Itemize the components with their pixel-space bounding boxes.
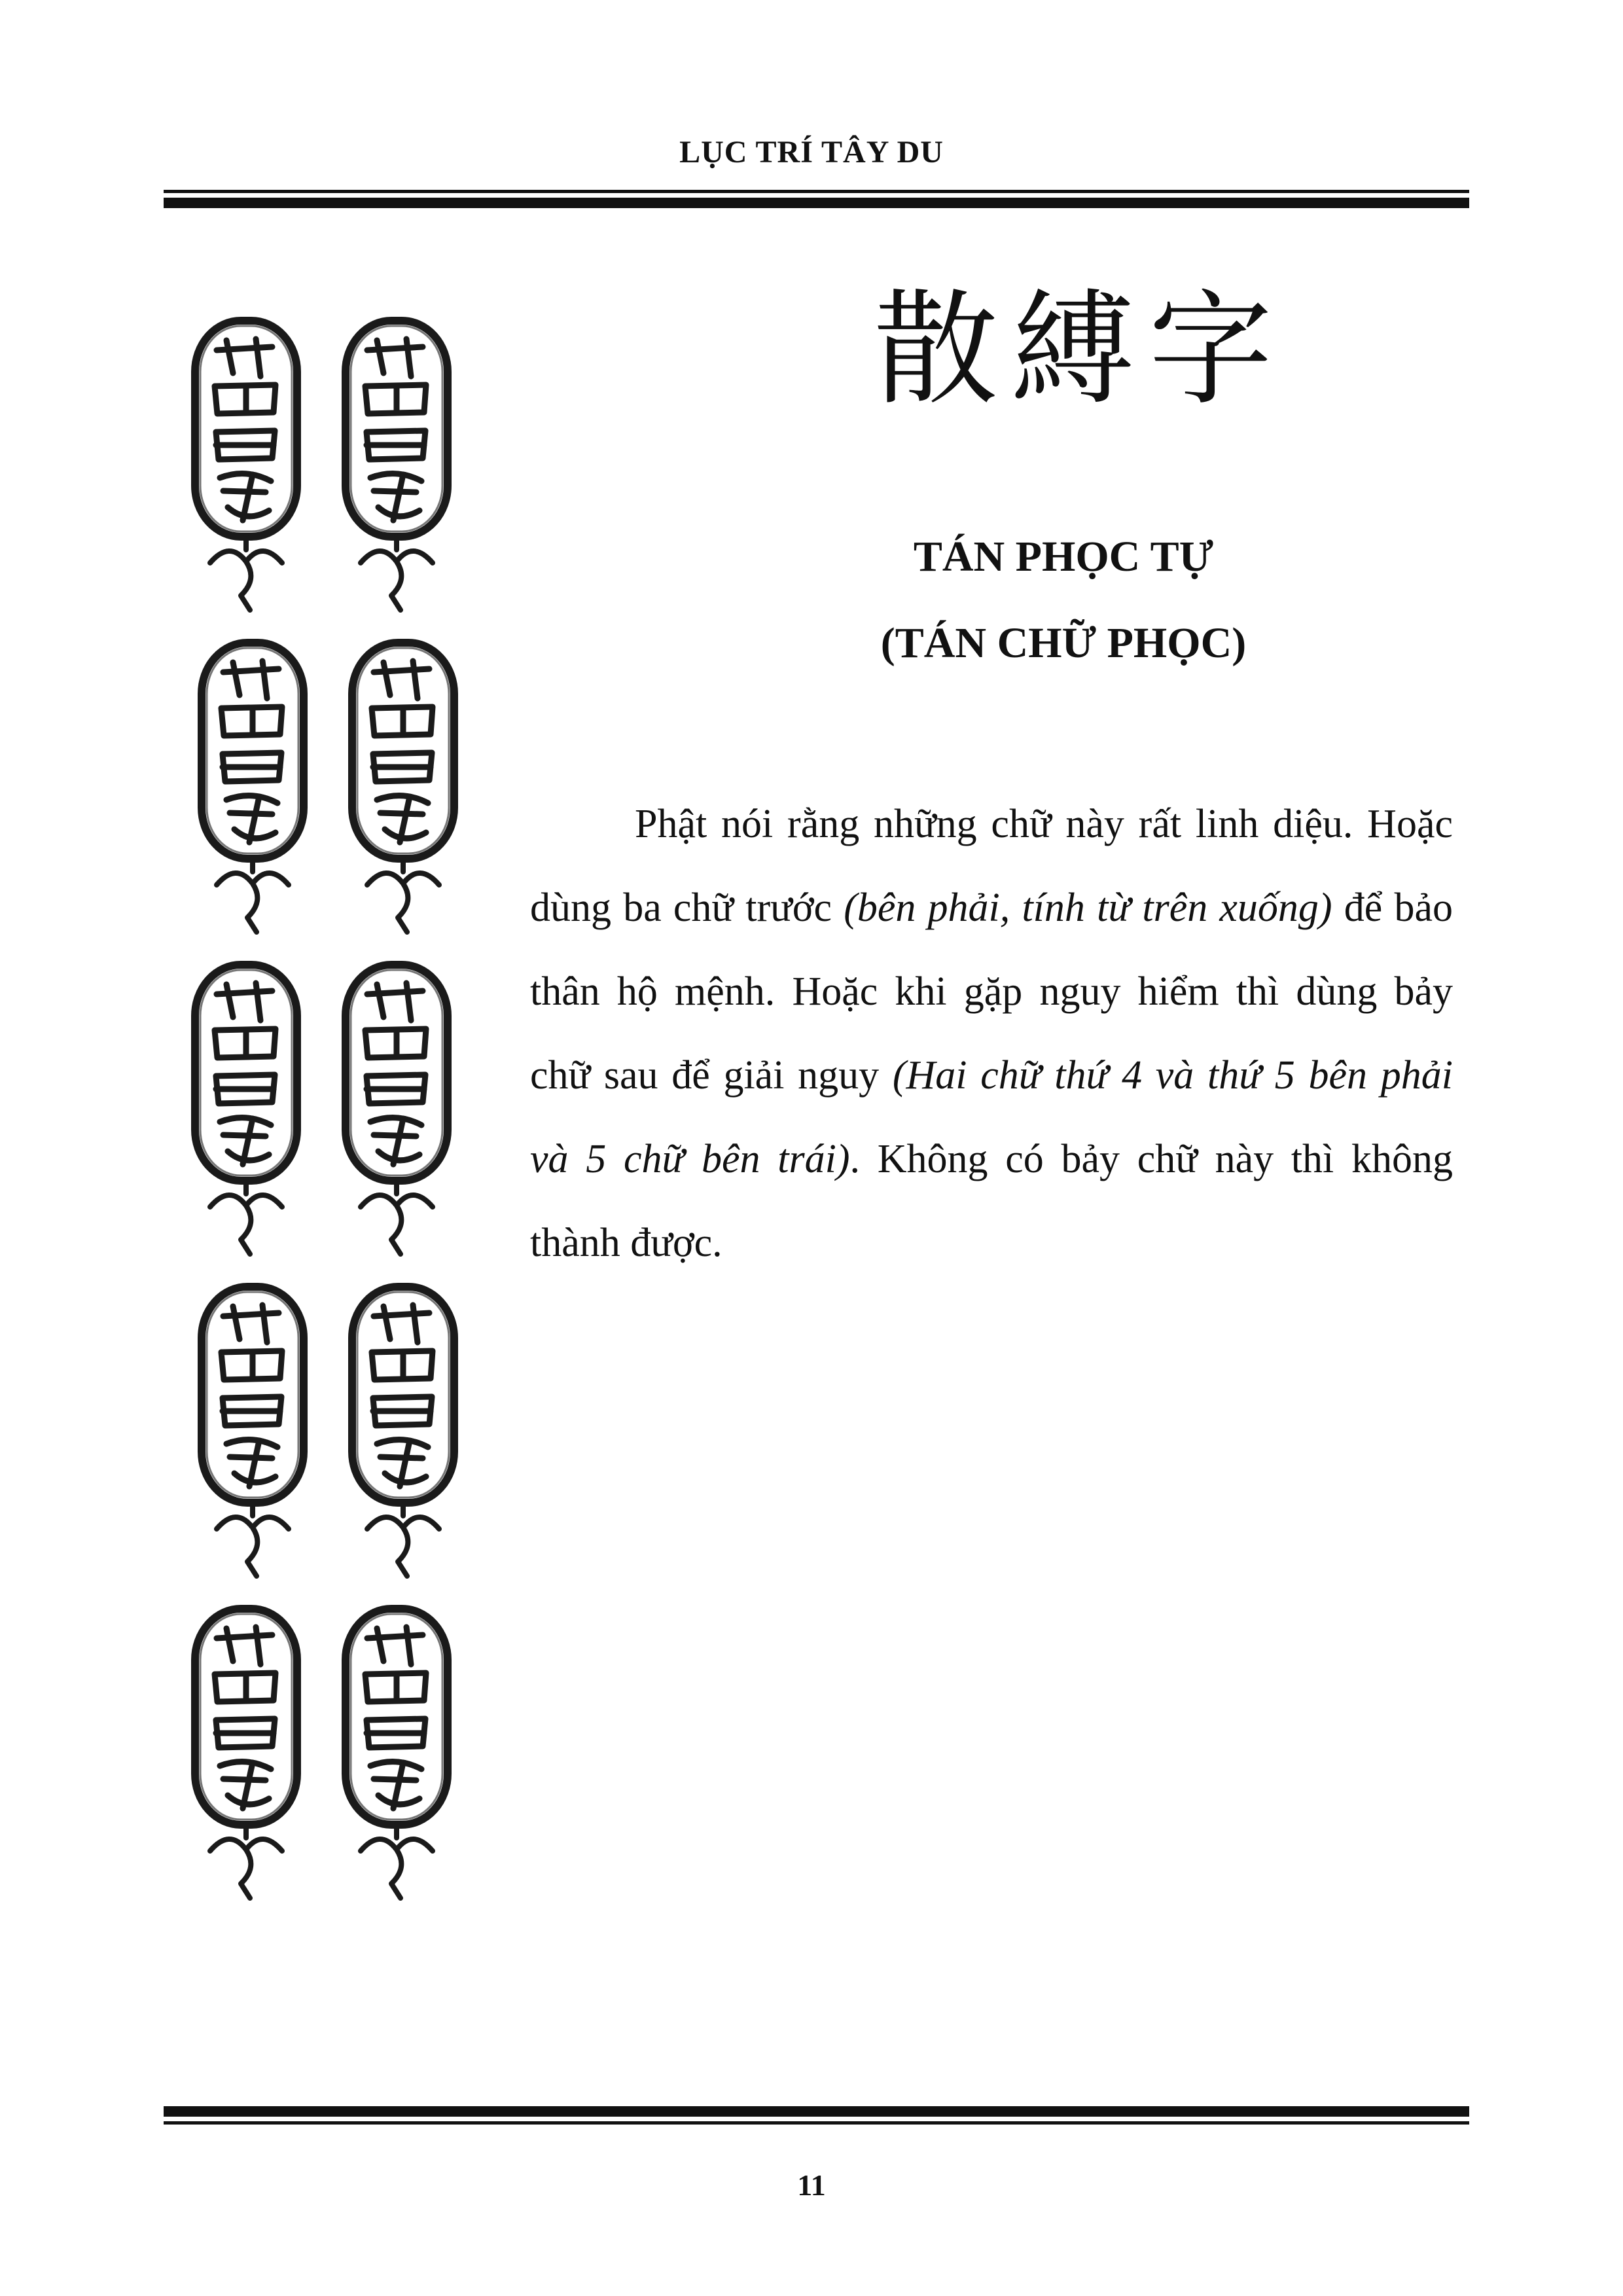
talisman-seal [346, 321, 448, 610]
talisman-seal [346, 1609, 448, 1898]
talisman-seal [352, 1287, 454, 1576]
page-subtitle: (TÁN CHỮ PHỌC) [880, 619, 1247, 667]
talisman-seal [195, 321, 297, 610]
body-text-1: Phật nói rằng những chữ này rất linh diệu. Hoặc dùng ba chữ trước [530, 802, 1453, 930]
running-header: LỤC TRÍ TÂY DU [679, 135, 944, 170]
footer-rule [164, 2106, 1469, 2125]
talisman-seal [352, 643, 454, 932]
talisman-seal [202, 1287, 304, 1576]
talisman-illustration [177, 314, 491, 1924]
body-paragraph [530, 782, 1453, 1285]
talisman-figure [177, 314, 491, 1924]
header-rule [164, 190, 1469, 208]
page-title: TÁN PHỌC TỰ [913, 533, 1214, 581]
talisman-seal [195, 1609, 297, 1898]
body-note-2: (Hai chữ thứ 4 và thứ 5 bên phải và 5 chữ bên trái) [530, 1053, 1453, 1181]
talisman-seal [346, 965, 448, 1254]
body-text-2: để bảo thân hộ mệnh. Hoặc khi gặp nguy hiểm thì dùng bảy chữ sau để giải nguy [530, 886, 1454, 1098]
body-note-1: (bên phải, tính từ trên xuống) [844, 886, 1332, 930]
han-title: 散縛字 [873, 278, 1286, 422]
page-number: 11 [797, 2168, 826, 2202]
talisman-seal [195, 965, 297, 1254]
body-text-3: . Không có bảy chữ này thì không thành được. [530, 1137, 1453, 1265]
talisman-seal [202, 643, 304, 932]
